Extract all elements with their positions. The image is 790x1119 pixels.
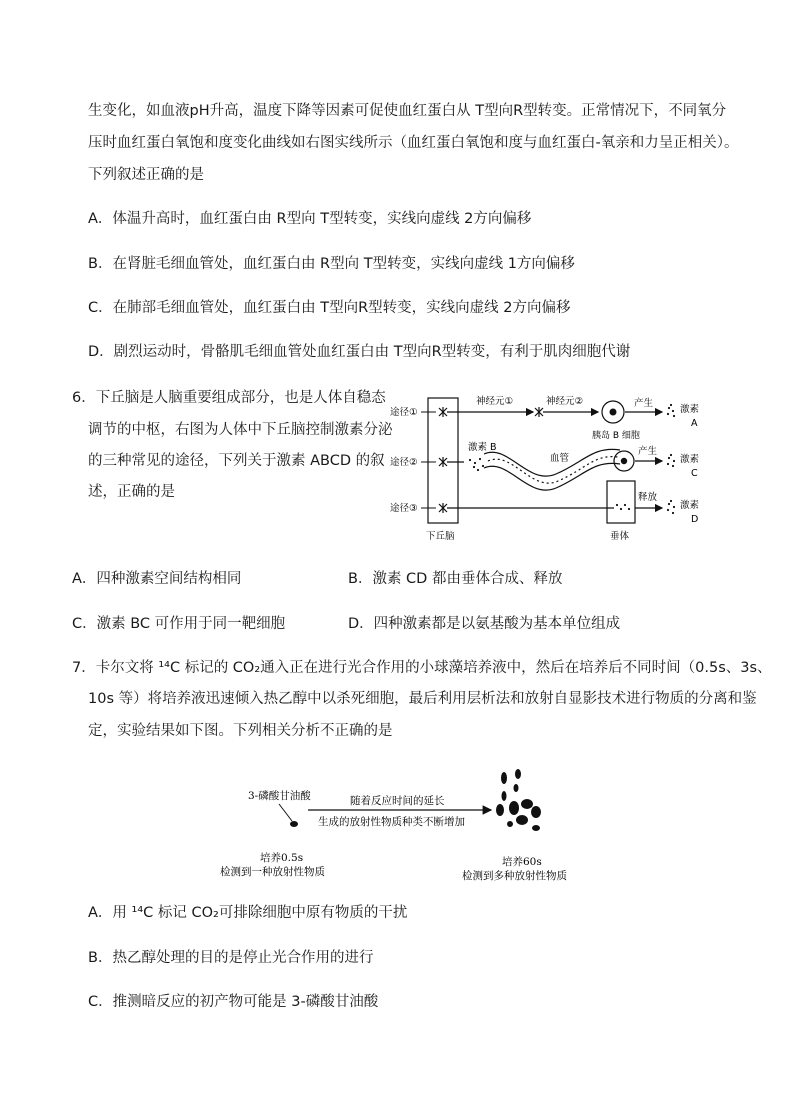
route-3-label: 途径③ <box>390 503 418 514</box>
route-2-label: 途径② <box>390 457 418 468</box>
hormone-pathway-diagram <box>388 388 728 546</box>
multiple-radioactive-spots <box>496 769 541 831</box>
pituitary-label: 垂体 <box>610 531 630 542</box>
route-1-label: 途径① <box>390 407 418 418</box>
vessel-label: 血管 <box>550 453 570 464</box>
neuron-star-icon <box>439 407 447 513</box>
hormone-c-label-1: 激素 <box>680 454 700 465</box>
hormone-d-label-1: 激素 <box>680 500 700 511</box>
pga-label: 3-磷酸甘油酸 <box>248 790 311 802</box>
q5-option-d: D．剧烈运动时，骨骼肌毛细血管处血红蛋白由 T型向R型转变，有利于肌肉细胞代谢 <box>88 344 631 360</box>
arrow-top-label: 随着反应时间的延长 <box>350 795 445 807</box>
q5-option-b: B．在肾脏毛细血管处，血红蛋白由 R型向 T型转变，实线向虚线 1方向偏移 <box>88 256 575 272</box>
produce-2-label: 产生 <box>638 446 658 457</box>
q7-option-b: B．热乙醇处理的目的是停止光合作用的进行 <box>88 950 374 966</box>
q6-stem-line-2: 调节的中枢，右图为人体中下丘脑控制激素分泌 <box>88 422 393 438</box>
hypothalamus-label: 下丘脑 <box>426 531 455 542</box>
q6-option-b: B．激素 CD 都由垂体合成、释放 <box>348 571 563 587</box>
hormone-d-dots-in-pituitary <box>616 504 630 510</box>
q6-stem-line-4: 述，正确的是 <box>88 484 175 500</box>
q5-stem-line-3: 下列叙述正确的是 <box>88 167 204 183</box>
hormone-d-dots <box>667 500 675 514</box>
right-caption-2: 检测到多种放射性物质 <box>462 870 567 882</box>
islet-b-cell-label: 胰岛 B 细胞 <box>592 431 640 441</box>
produce-1-label: 产生 <box>634 398 654 409</box>
q7-option-a: A．用 ¹⁴C 标记 CO₂可排除细胞中原有物质的干扰 <box>88 905 408 921</box>
q6-stem-line-3: 的三种常见的途径，下列关于激素 ABCD 的叙 <box>88 453 385 469</box>
q7-option-c: C．推测暗反应的初产物可能是 3-磷酸甘油酸 <box>88 994 379 1010</box>
q6-stem-line-1: 6．下丘脑是人脑重要组成部分，也是人体自稳态 <box>72 390 386 406</box>
single-radioactive-spot <box>290 821 298 827</box>
q7-stem-line-1: 7．卡尔文将 ¹⁴C 标记的 CO₂通入正在进行光合作用的小球藻培养液中，然后在培养后不同时间（0.5s、3s、 <box>72 660 772 676</box>
neuron-1-label: 神经元① <box>476 396 514 407</box>
q7-stem-line-2: 10s 等）将培养液迅速倾入热乙醇中以杀死细胞，最后利用层析法和放射自显影技术进行物质的分离和鉴 <box>88 691 757 707</box>
hormone-c-label-2: C <box>691 468 698 479</box>
hormone-a-label-2: A <box>691 418 698 429</box>
hormone-b-label: 激素 B <box>468 442 497 453</box>
neuron-2-label: 神经元② <box>546 396 584 407</box>
neuron-star-icon <box>535 407 543 417</box>
q6-option-d: D．四种激素都是以氨基酸为基本单位组成 <box>348 616 621 632</box>
q6-option-a: A．四种激素空间结构相同 <box>72 571 242 587</box>
right-caption-1: 培养60s <box>502 856 542 868</box>
hormone-d-label-2: D <box>691 514 699 525</box>
hormone-c-dots <box>667 454 675 467</box>
left-caption-1: 培养0.5s <box>260 852 304 864</box>
calvin-experiment-figure <box>214 758 574 884</box>
hormone-b-dots <box>469 458 484 471</box>
hormone-a-dots <box>667 404 675 417</box>
q7-stem-line-3: 定，实验结果如下图。下列相关分析不正确的是 <box>88 723 393 739</box>
q5-stem-line-2: 压时血红蛋白氧饱和度变化曲线如右图实线所示（血红蛋白氧饱和度与血红蛋白-氧亲和力呈正相关）。 <box>88 135 739 151</box>
release-label: 释放 <box>638 492 658 503</box>
left-caption-2: 检测到一种放射性物质 <box>220 866 325 878</box>
hormone-a-label-1: 激素 <box>680 404 700 415</box>
q5-option-a: A．体温升高时，血红蛋白由 R型向 T型转变，实线向虚线 2方向偏移 <box>88 211 532 227</box>
q5-stem-line-1: 生变化，如血液pH升高，温度下降等因素可促使血红蛋白从 T型向R型转变。正常情况下，不同氧分 <box>88 103 727 119</box>
q6-option-c: C．激素 BC 可作用于同一靶细胞 <box>72 616 286 632</box>
arrow-bottom-label: 生成的放射性物质种类不断增加 <box>318 816 465 828</box>
pituitary-box <box>607 481 635 523</box>
q5-option-c: C．在肺部毛细血管处，血红蛋白由 T型向R型转变，实线向虚线 2方向偏移 <box>88 300 571 316</box>
